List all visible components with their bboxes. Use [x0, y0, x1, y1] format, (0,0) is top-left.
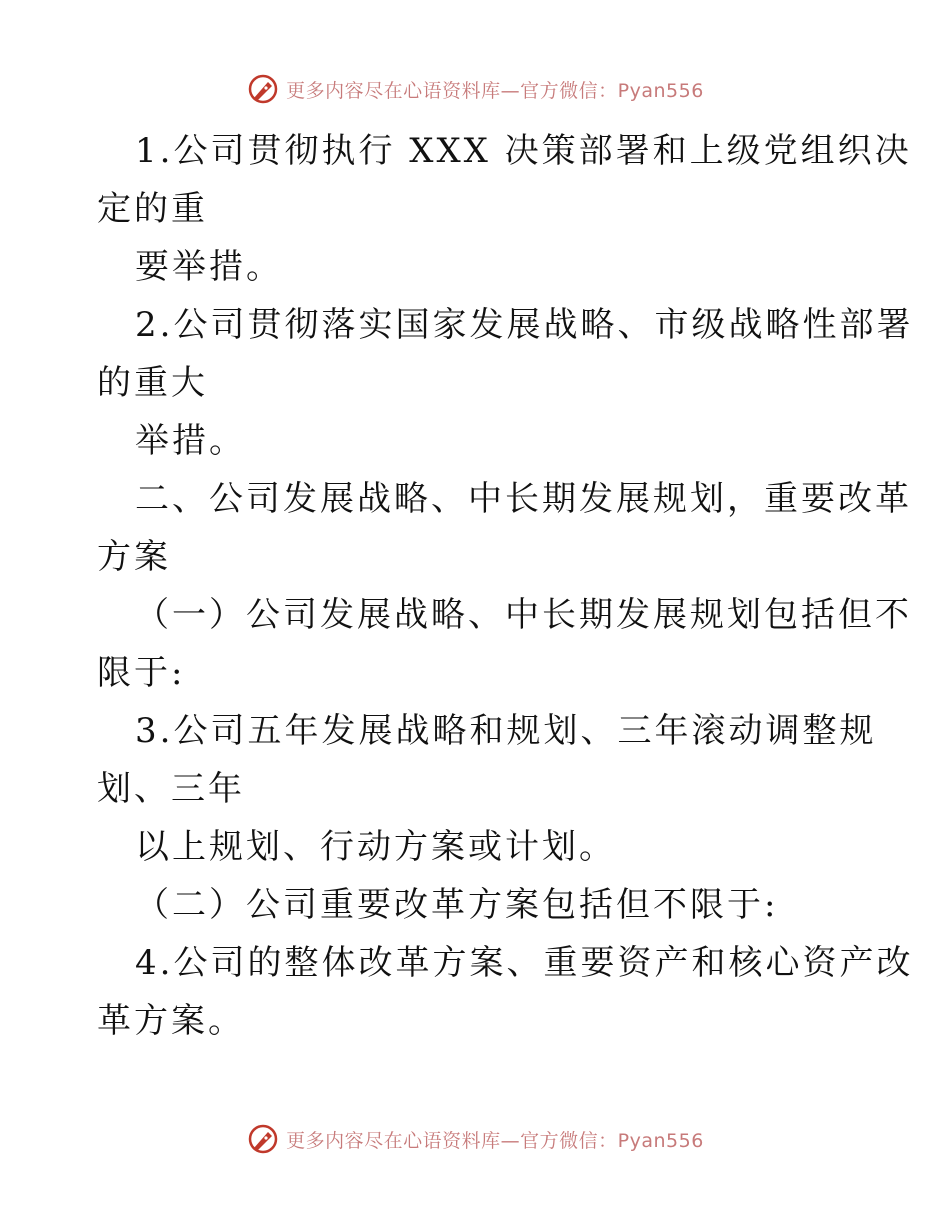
paragraph-line: 1.公司贯彻执行 XXX 决策部署和上级党组织决 — [135, 131, 912, 171]
watermark-text: 更多内容尽在心语资料库—官方微信：Pyan556 — [286, 1129, 704, 1152]
paragraph-line: 定的重 — [97, 189, 208, 229]
header-watermark — [0, 72, 950, 106]
paragraph-line: 划、三年 — [97, 769, 245, 809]
pen-nib-logo-icon — [246, 72, 280, 106]
document-body — [97, 122, 914, 1050]
pen-nib-logo-icon — [246, 1122, 280, 1156]
paragraph-line: 以上规划、行动方案或计划。 — [135, 827, 616, 867]
paragraph-line: 的重大 — [97, 363, 208, 403]
paragraph-line: 举措。 — [135, 421, 246, 461]
subsection-heading: 限于: — [97, 653, 186, 693]
paragraph-line: 革方案。 — [97, 1001, 245, 1041]
paragraph-line: 3.公司五年发展战略和规划、三年滚动调整规 — [135, 711, 877, 751]
paragraph-line: 2.公司贯彻落实国家发展战略、市级战略性部署 — [135, 305, 914, 345]
paragraph-line: 要举措。 — [135, 247, 283, 287]
subsection-heading: （一）公司发展战略、中长期发展规划包括但不 — [135, 595, 912, 635]
watermark-text: 更多内容尽在心语资料库—官方微信：Pyan556 — [286, 79, 704, 102]
section-heading: 方案 — [97, 537, 171, 577]
subsection-heading: （二）公司重要改革方案包括但不限于: — [135, 885, 779, 925]
section-heading: 二、公司发展战略、中长期发展规划，重要改革 — [135, 479, 912, 519]
footer-watermark — [0, 1122, 950, 1156]
paragraph-line: 4.公司的整体改革方案、重要资产和核心资产改 — [135, 943, 914, 983]
